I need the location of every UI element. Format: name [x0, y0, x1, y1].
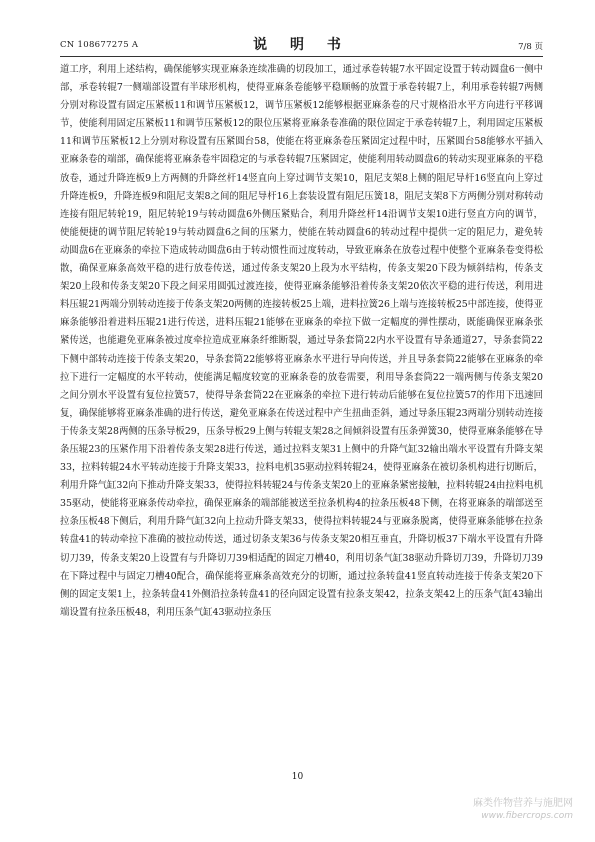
watermark-url: www.fibercrops.com	[481, 811, 573, 821]
watermark	[473, 797, 573, 823]
document-title: 说 明 书	[253, 37, 350, 53]
watermark-text: 麻类作物营养与施肥网	[473, 798, 573, 809]
document-number: CN 108677275 A	[60, 40, 139, 50]
body-paragraph: 道工序，利用上述结构，确保能够实现亚麻条连续准确的切段加工，通过承卷转辊7水平固定设置于转动圆盘6一侧中部，承卷转辊7一侧端部设置有半球形机构，使得亚麻条卷能够平稳顺畅的放置于承卷转辊7上，利用承卷转辊7两侧分别对称设置有固定压紧板11和调节压紧板12，调节压紧板12能够根据亚麻条卷的尺寸规格沿水平方向进行平移调节，使能利用固定压紧板11和调节压紧板12的限位压紧将亚麻条卷准确的限位固定于承卷转辊7上，利用固定压紧板11和调节压紧板12上分别对称设置有压紧圆台58，使能在将亚麻条卷压紧固定过程中时，压紧圆台58能够水平插入亚麻条卷的端部，确保能将亚麻条卷牢固稳定的与承卷转辊7压紧固定，使能利用转动圆盘6的转动实现亚麻条的平稳放卷，通过升降连板9上方两侧的升降丝杆14竖直向上穿过调节支架10，阻尼支架8上侧的阻尼导杆16竖直向上穿过升降连板9，升降连板9和阻尼支架8之间的阻尼导杆16上套装设置有阻尼压簧18，阻尼支架8下方两侧分别对称转动连接有阻尼转轮19，阻尼转轮19与转动圆盘6外侧压紧贴合，利用升降丝杆14沿调节支架10进行竖直方向的调节，使能便捷的调节阻尼转轮19与转动圆盘6之间的压紧力，使能在转动圆盘6的转动过程中提供一定的阻尼力，避免转动圆盘6在亚麻条的牵拉下造成转动圆盘6由于转动惯性而过度转动，导致亚麻条在放卷过程中使整个亚麻条卷变得松散，确保亚麻条高效平稳的进行放卷传送，通过传条支架20上段为水平结构，传条支架20下段为倾斜结构，传条支架20上段和传条支架20下段之间采用圆弧过渡连接，使得亚麻条能够沿着传条支架20依次平稳的进行传送，利用进料压辊21两端分别转动连接于传条支架20两侧的连接转板25上端，进料拉簧26上端与连接转板25中部连接，使得亚麻条能够沿着进料压辊21进行传送，进料压辊21能够在亚麻条的牵拉下做一定幅度的弹性摆动，既能确保亚麻条张紧传送，也能避免亚麻条被过度牵拉造成亚麻条纤维断裂，通过导条套筒22内水平设置有导条通道27，导条套筒22下侧中部转动连接于传条支架20，导条套筒22能够将亚麻条水平进行导向传送，并且导条套筒22能够在亚麻条的牵拉下进行一定幅度的水平转动，使能满足幅度较宽的亚麻条卷的放卷需要，利用导条套筒22一端两侧与传条支架20之间分别水平设置有复位拉簧57，使得导条套筒22在亚麻条的牵拉下进行转动后能够在复位拉簧57的作用下迅速回复，确保能够将亚麻条准确的进行传送，避免亚麻条在传送过程中产生扭曲歪斜，通过导条压辊23两端分别转动连接于传条支架28两侧的压条导板29，压条导板29上侧与转辊支架28之间倾斜设置有压条弹簧30，使得亚麻条能够在导条压辊23的压紧作用下沿着传条支架28进行传送，通过拉料支架31上侧中的升降气缸32输出端水平设置有升降支架33，拉料转辊24水平转动连接于升降支架33，拉料电机35驱动拉料转辊24，使得亚麻条在被切条机构进行切断后，利用升降气缸32向下推动升降支架33，使得拉料转辊24与传条支架20上的亚麻条紧密接触，拉料转辊24由拉料电机35驱动，使能将亚麻条传动牵拉，确保亚麻条的端部能被送至拉条机构4的拉条压板48下侧，在将亚麻条的端部送至拉条压板48下侧后，利用升降气缸32向上拉动升降支架33，使得拉料转辊24与亚麻条脱离，使得亚麻条能够在拉条转盘41的转动牵拉下准确的被拉动传送，通过切条支架36与传条支架20相互垂直，升降切板37下端水平设置有升降切刀39，传条支架20上设置有与升降切刀39相适配的固定刀槽40，利用切条气缸38驱动升降切刀39，升降切刀39在下降过程中与固定刀槽40配合，确保能将亚麻条高效充分的切断，通过拉条转盘41竖直转动连接于传条支架20下侧的固定支架1上，拉条转盘41外侧沿拉条转盘41的径向固定设置有拉条支架42，拉条支架42上的压条气缸43输出端设置有拉条压板48，利用压条气缸43驱动拉条压	[60, 64, 543, 618]
page-header	[60, 30, 543, 57]
page-number: 10	[291, 772, 304, 782]
page-count: 7/8 页	[518, 42, 543, 52]
